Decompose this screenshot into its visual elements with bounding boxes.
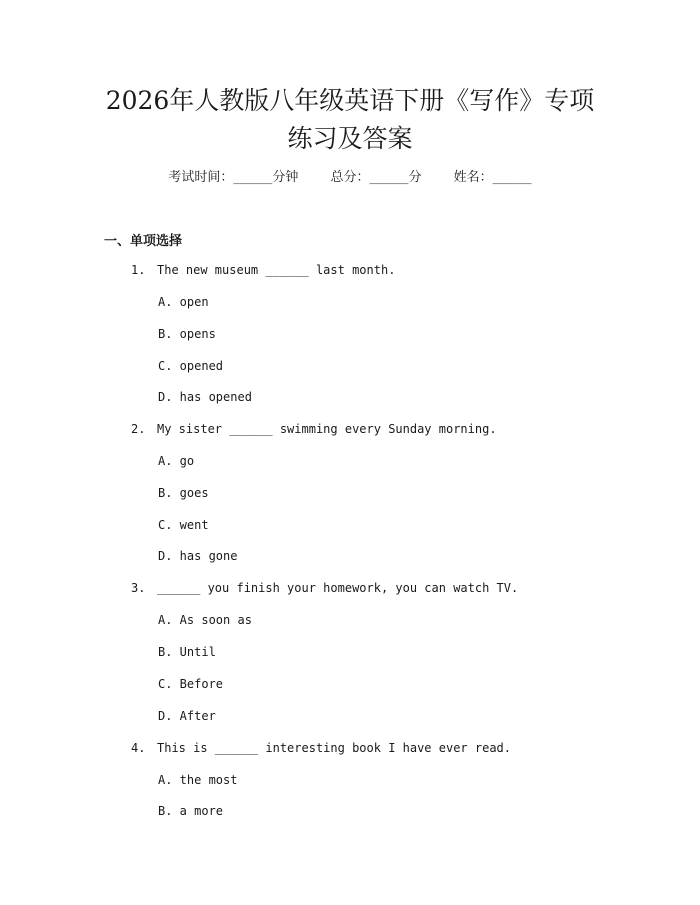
- option-3d: D. After: [158, 709, 216, 723]
- title-line-2: 练习及答案: [287, 124, 413, 153]
- option-2a: A. go: [158, 454, 195, 468]
- option-1d: D. has opened: [158, 390, 252, 404]
- question-4: [131, 738, 671, 758]
- option-2b: B. goes: [158, 486, 209, 500]
- section-heading: 一、单项选择: [104, 234, 183, 249]
- question-number: 3.: [131, 581, 146, 595]
- question-text: ______ you finish your homework, you can watch TV.: [157, 581, 519, 595]
- option-2d: D. has gone: [158, 549, 238, 563]
- option-3a: A. As soon as: [158, 613, 252, 627]
- exam-score: 总分：______分: [330, 170, 422, 185]
- option-2c: C. went: [158, 518, 209, 532]
- option-3c: C. Before: [158, 677, 224, 691]
- question-3: [131, 578, 671, 598]
- title-line-1: 2026年人教版八年级英语下册《写作》专项: [105, 86, 595, 115]
- question-text: This is ______ interesting book I have ever read.: [157, 741, 512, 755]
- option-1b: B. opens: [158, 327, 216, 341]
- question-number: 1.: [131, 263, 146, 277]
- question-2: [131, 419, 671, 439]
- exam-meta: [0, 168, 700, 188]
- option-3b: B. Until: [158, 645, 216, 659]
- option-4b: B. a more: [158, 804, 224, 818]
- question-number: 4.: [131, 741, 146, 755]
- question-text: The new museum ______ last month.: [157, 263, 396, 277]
- question-text: My sister ______ swimming every Sunday morning.: [157, 422, 497, 436]
- question-number: 2.: [131, 422, 146, 436]
- question-1: [131, 260, 671, 280]
- exam-time: 考试时间：______分钟: [168, 170, 299, 185]
- option-1a: A. open: [158, 295, 209, 309]
- student-name: 姓名：______: [453, 170, 532, 185]
- option-4a: A. the most: [158, 773, 238, 787]
- document-title: [40, 82, 660, 158]
- option-1c: C. opened: [158, 359, 224, 373]
